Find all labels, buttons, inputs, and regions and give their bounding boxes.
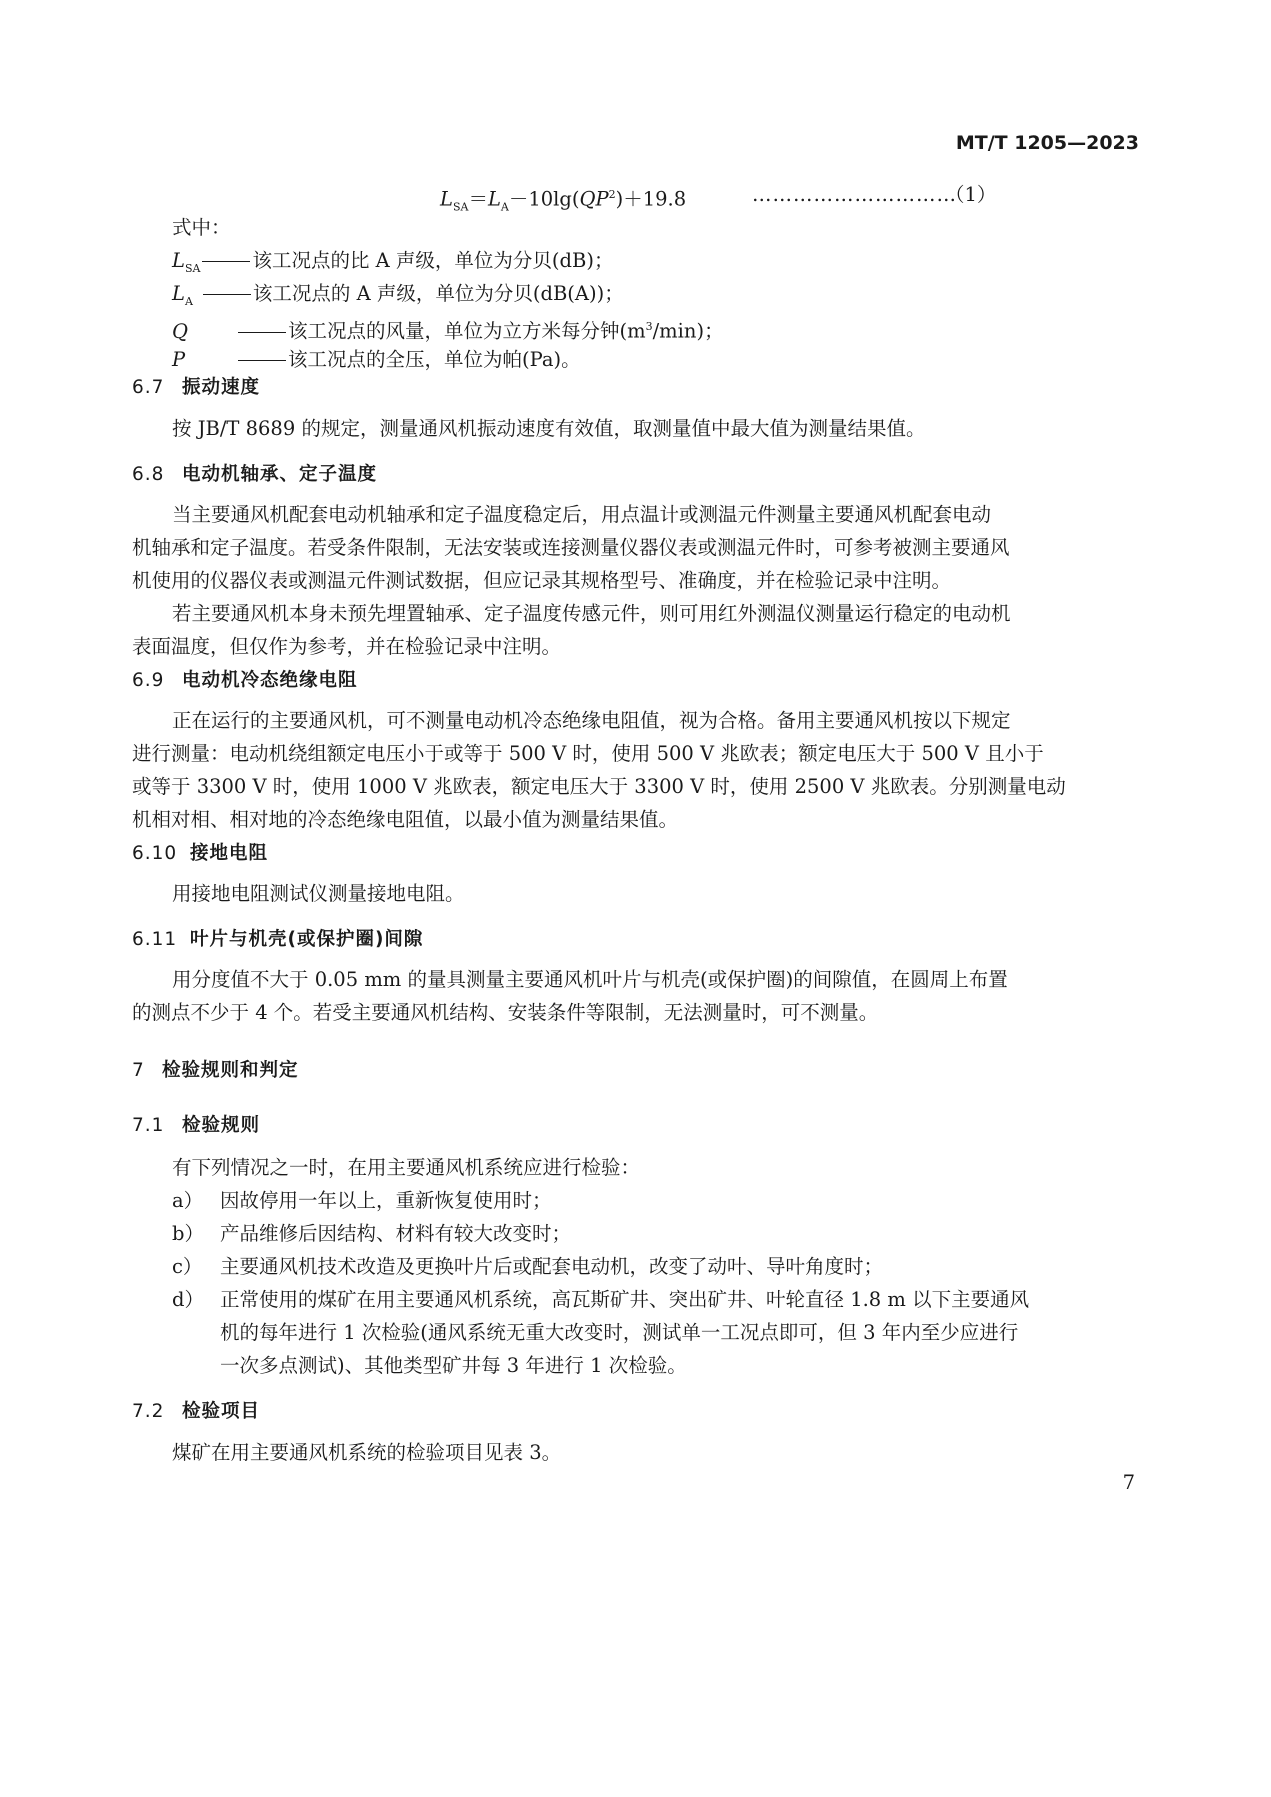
section-6-7-heading: 6.7 振动速度 — [132, 377, 261, 398]
section-6-11-heading: 6.11 叶片与机壳(或保护圈)间隙 — [132, 929, 424, 950]
formula-number: （1） — [945, 183, 997, 206]
formula: $L_{SA}=L_A-10\lg(QP^2)+19.8$ — [440, 187, 687, 214]
list-item-continuation: 一次多点测试)、其他类型矿井每 3 年进行 1 次检验。 — [220, 1354, 687, 1377]
where-def-q: Q 该工况点的风量，单位为立方米每分钟$(m^3/\min)$； — [172, 319, 724, 343]
where-def-lsa: $L_{SA}$ 该工况点的比 A 声级，单位为分贝(dB)； — [172, 249, 614, 275]
formula-equals: ＝ — [468, 187, 488, 211]
section-6-8-line: 表面温度，但仅作为参考，并在检验记录中注明。 — [132, 635, 562, 658]
formula-minus-log: －10lg( — [508, 187, 580, 211]
list-item: d） 正常使用的煤矿在用主要通风机系统，高瓦斯矿井、突出矿井、叶轮直径 1.8 m 以下主要通风 — [172, 1288, 1030, 1311]
section-6-9-line: 正在运行的主要通风机，可不测量电动机冷态绝缘电阻值，视为合格。备用主要通风机按以下规定 — [172, 709, 1011, 732]
formula-leader-dots: ………………………… — [752, 183, 957, 206]
section-6-11-line: 的测点不少于 4 个。若受主要通风机结构、安装条件等限制，无法测量时，可不测量。 — [132, 1001, 879, 1024]
section-6-9-heading: 6.9 电动机冷态绝缘电阻 — [132, 670, 358, 691]
where-def-p: P 该工况点的全压，单位为帕(Pa)。 — [172, 348, 581, 371]
section-6-8-line: 若主要通风机本身未预先埋置轴承、定子温度传感元件，则可用红外测温仪测量运行稳定的电动机 — [172, 602, 1011, 625]
section-6-9-line: 机相对相、相对地的冷态绝缘电阻值，以最小值为测量结果值。 — [132, 808, 679, 831]
section-7-2-heading: 7.2 检验项目 — [132, 1401, 261, 1422]
section-7-2-body: 煤矿在用主要通风机系统的检验项目见表 3。 — [172, 1441, 562, 1464]
formula-rhs-subscript: A — [500, 200, 509, 214]
formula-lhs-subscript: SA — [452, 200, 469, 214]
where-def-la: $L_A$ 该工况点的 A 声级，单位为分贝(dB(A))； — [172, 282, 624, 308]
formula-constant: )＋19.8 — [615, 187, 687, 211]
standard-number: MT/T 1205—2023 — [955, 132, 1139, 154]
section-6-10-heading: 6.10 接地电阻 — [132, 843, 269, 864]
list-item: c） 主要通风机技术改造及更换叶片后或配套电动机，改变了动叶、导叶角度时； — [172, 1255, 884, 1278]
list-item: b） 产品维修后因结构、材料有较大改变时； — [172, 1222, 572, 1245]
section-6-10-body: 用接地电阻测试仪测量接地电阻。 — [172, 882, 465, 905]
section-6-8-line: 机使用的仪器仪表或测温元件测试数据，但应记录其规格型号、准确度，并在检验记录中注明。 — [132, 569, 952, 592]
list-item-continuation: 机的每年进行 1 次检验(通风系统无重大改变时，测试单一工况点即可，但 3 年内至少应进行 — [220, 1321, 1019, 1344]
where-intro: 式中： — [172, 216, 231, 239]
section-7-1-heading: 7.1 检验规则 — [132, 1115, 261, 1136]
section-6-8-heading: 6.8 电动机轴承、定子温度 — [132, 464, 378, 485]
section-6-8-line: 当主要通风机配套电动机轴承和定子温度稳定后，用点温计或测温元件测量主要通风机配套电动 — [172, 503, 992, 526]
section-7-1-intro: 有下列情况之一时，在用主要通风机系统应进行检验： — [172, 1156, 641, 1179]
section-6-9-line: 或等于 3300 V 时，使用 1000 V 兆欧表，额定电压大于 3300 V 时，使用 2500 V 兆欧表。分别测量电动 — [132, 775, 1066, 798]
page-number: 7 — [1122, 1471, 1135, 1494]
section-6-7-body: 按 JB/T 8689 的规定，测量通风机振动速度有效值，取测量值中最大值为测量结果值。 — [172, 417, 926, 440]
list-item: a） 因故停用一年以上，重新恢复使用时； — [172, 1189, 552, 1212]
section-6-11-line: 用分度值不大于 0.05 mm 的量具测量主要通风机叶片与机壳(或保护圈)的间隙值，在圆周上布置 — [172, 968, 1008, 991]
section-6-9-line: 进行测量：电动机绕组额定电压小于或等于 500 V 时，使用 500 V 兆欧表；额定电压大于 500 V 且小于 — [132, 742, 1044, 765]
section-7-heading: 7 检验规则和判定 — [132, 1060, 299, 1081]
section-6-8-line: 机轴承和定子温度。若受条件限制，无法安装或连接测量仪器仪表或测温元件时，可参考被测主要通风 — [132, 536, 1010, 559]
